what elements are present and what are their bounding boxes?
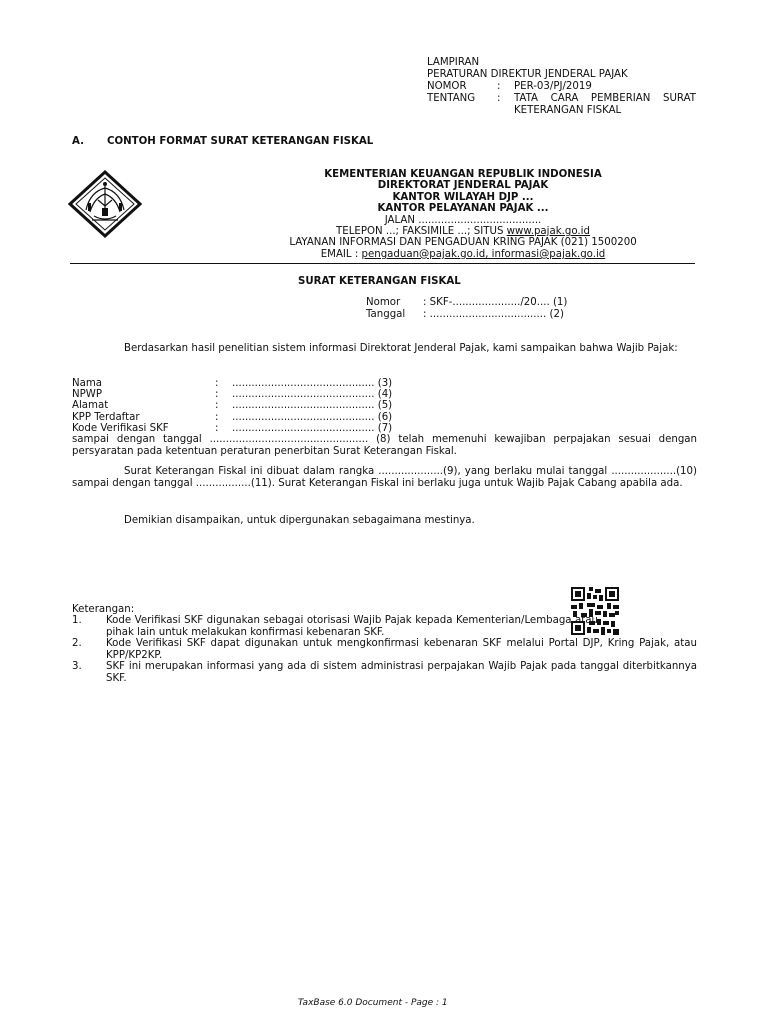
lampiran-nomor-label: NOMOR (427, 81, 467, 92)
field-sep: : (215, 400, 219, 412)
field-value: ............................................ (4) (232, 389, 393, 401)
note-text: SKF ini merupakan informasi yang ada di sistem administrasi perpajakan Wajib Pajak pada tanggal diterbitkannya SKF. (106, 661, 697, 684)
lampiran-nomor-value: PER-03/PJ/2019 (514, 81, 592, 92)
field-label: Nama (72, 378, 103, 389)
page-footer: TaxBase 6.0 Document - Page : 1 (298, 998, 448, 1008)
field-label: Kode Verifikasi SKF (72, 422, 169, 434)
letter-number-block (366, 297, 567, 320)
field-row (72, 389, 392, 400)
letter-title: SURAT KETERANGAN FISKAL (298, 276, 461, 287)
field-row (72, 400, 392, 411)
letterhead-contact-text: TELEPON ...; FAKSIMILE ...; SITUS (336, 226, 507, 238)
field-value: ............................................ (3) (232, 378, 393, 389)
note-text: Kode Verifikasi SKF digunakan sebagai otorisasi Wajib Pajak kepada Kementerian/Lembaga atau pihak lain untuk melakukan konfirmasi kebenaran SKF. (106, 615, 598, 638)
list-item (72, 615, 697, 638)
letter-nomor-value: : SKF-...................../20.... (1) (423, 297, 568, 308)
list-item (72, 661, 697, 684)
letter-nomor-label: Nomor (366, 297, 401, 308)
letterhead-contact (150, 226, 768, 237)
note-text: Kode Verifikasi SKF dapat digunakan untuk mengkonfirmasi kebenaran SKF melalui Portal DJP, Kring Pajak, atau KPP/KP2KP. (106, 638, 697, 661)
field-row (72, 378, 392, 389)
field-sep: : (215, 422, 219, 434)
field-sep: : (215, 411, 219, 423)
field-sep: : (215, 389, 219, 401)
lampiran-nomor-sep: : (497, 81, 501, 92)
letter-tanggal-label: Tanggal (366, 308, 406, 320)
field-row (72, 423, 392, 434)
lampiran-regulation: PERATURAN DIREKTUR JENDERAL PAJAK (427, 69, 628, 80)
website-link[interactable]: www.pajak.go.id (506, 226, 590, 238)
letterhead-kring-pajak: LAYANAN INFORMASI DAN PENGADUAN KRING PAJAK (021) 1500200 (289, 237, 637, 249)
lampiran-block (427, 57, 714, 117)
letterhead (150, 169, 768, 260)
lampiran-title: LAMPIRAN (427, 57, 480, 68)
lampiran-nomor-row (427, 81, 714, 93)
field-label: NPWP (72, 389, 102, 401)
field-label: Alamat (72, 400, 109, 412)
letterhead-email-label: EMAIL : (320, 248, 362, 260)
letterhead-address: JALAN ...................................... (384, 214, 542, 226)
lampiran-tentang-label: TENTANG (427, 93, 476, 104)
field-sep: : (215, 378, 219, 389)
lampiran-tentang-row (427, 93, 714, 117)
paragraph-compliance: sampai dengan tanggal ................................................. (8) telah memenuhi kewajiban perpajakan sesuai dengan persyaratan pada ketentuan peraturan penerbitan Surat Keterangan Fiskal. (72, 434, 697, 457)
taxpayer-fields (72, 378, 392, 434)
letterhead-ministry: KEMENTERIAN KEUANGAN REPUBLIK INDONESIA (324, 169, 602, 180)
paragraph-closing: Demikian disampaikan, untuk dipergunakan sebagaimana mestinya. (124, 515, 475, 526)
field-value: ............................................ (7) (232, 422, 393, 434)
kemenkeu-emblem-icon (68, 170, 142, 238)
note-number: 3. (72, 661, 82, 672)
email-link[interactable]: pengaduan@pajak.go.id, informasi@pajak.go.id (361, 248, 606, 260)
list-item (72, 638, 697, 661)
letterhead-divider (70, 263, 695, 264)
notes-list (72, 615, 697, 684)
letterhead-kpp: KANTOR PELAYANAN PAJAK ... (377, 203, 549, 215)
paragraph-validity: Surat Keterangan Fiskal ini dibuat dalam rangka ....................(9), yang berlaku mulai tanggal ....................(10) sampai dengan tanggal .................(11). Surat Keterangan Fiskal ini berlaku juga untuk Wajib Pajak Cabang apabila ada. (72, 466, 697, 489)
letterhead-kanwil: KANTOR WILAYAH DJP ... (392, 191, 534, 203)
letterhead-email (150, 249, 768, 260)
letter-tanggal-value: : .................................... (2) (423, 308, 564, 320)
section-letter: A. (72, 136, 84, 147)
field-value: ............................................ (6) (232, 411, 393, 423)
paragraph-intro: Berdasarkan hasil penelitian sistem informasi Direktorat Jenderal Pajak, kami sampaikan bahwa Wajib Pajak: (124, 343, 678, 354)
field-label: KPP Terdaftar (72, 411, 140, 423)
lampiran-tentang-sep: : (497, 93, 501, 104)
field-row (72, 412, 392, 423)
lampiran-tentang-value: TATA CARA PEMBERIAN SURAT KETERANGAN FISKAL (514, 93, 696, 116)
notes-title: Keterangan: (72, 604, 135, 615)
note-number: 2. (72, 638, 82, 649)
note-number: 1. (72, 615, 82, 626)
section-title: CONTOH FORMAT SURAT KETERANGAN FISKAL (107, 136, 374, 147)
letterhead-directorate: DIREKTORAT JENDERAL PAJAK (377, 180, 549, 192)
field-value: ............................................ (5) (232, 400, 393, 412)
